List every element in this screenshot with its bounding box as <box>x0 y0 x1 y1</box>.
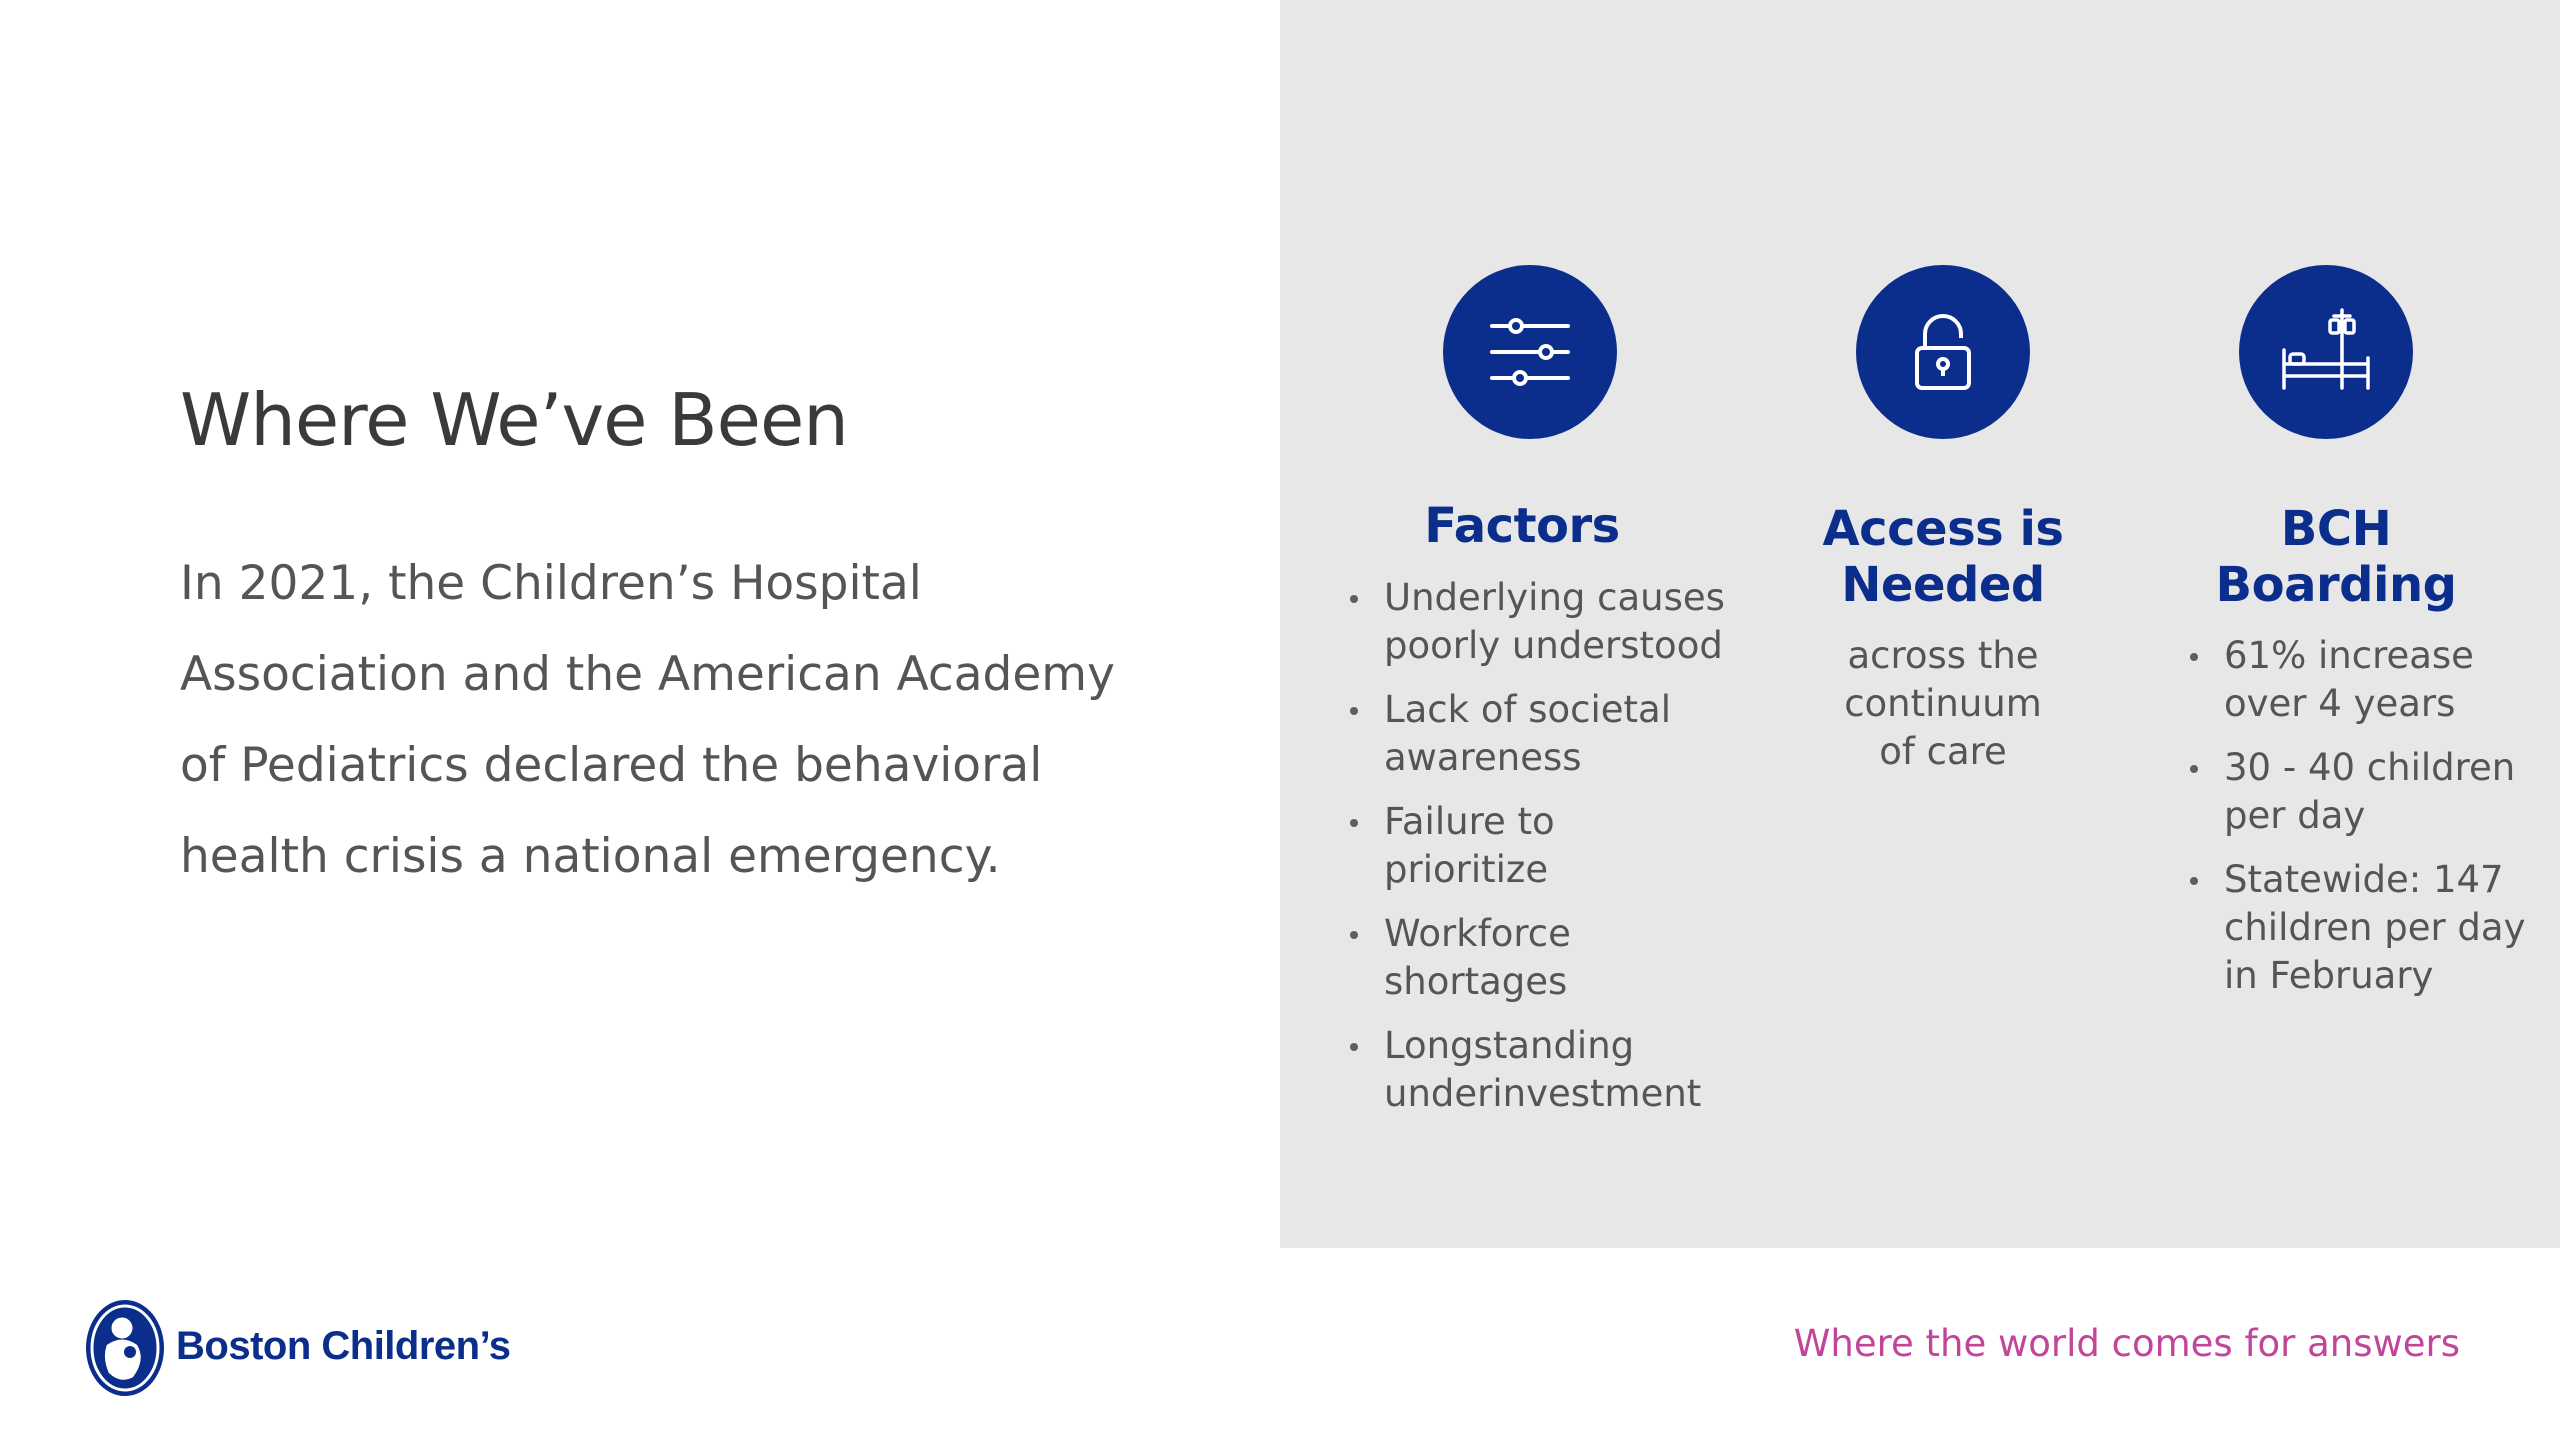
bch-boarding-title <box>2180 501 2492 613</box>
hospital-bed-iv-icon <box>2239 265 2413 439</box>
list-item: Failure to prioritize <box>1348 798 1728 894</box>
list-item: Statewide: 147 children per day in February <box>2188 856 2544 1000</box>
tagline: Where the world comes for answers <box>1793 1322 2460 1365</box>
boarding-title-line: BCH <box>2280 501 2392 557</box>
padlock-icon <box>1856 265 2030 439</box>
mother-child-seal-icon <box>86 1300 164 1396</box>
access-needed-title <box>1790 501 2096 613</box>
factors-list <box>1348 574 1728 1134</box>
boarding-title-line: Boarding <box>2215 557 2457 613</box>
slide-title: Where We’ve Been <box>180 378 848 462</box>
slide-body-text: In 2021, the Children’s Hospital Association and the American Academy of Pediatrics declared the behavioral health crisis a national emergency. <box>180 556 1115 884</box>
access-title-line: Access is <box>1822 501 2064 557</box>
list-item: Underlying causes poorly understood <box>1348 574 1728 670</box>
list-item: 30 - 40 children per day <box>2188 744 2544 840</box>
access-needed-subtitle <box>1790 632 2096 776</box>
subtitle-line: across the <box>1847 634 2039 677</box>
list-item: Longstanding underinvestment <box>1348 1022 1728 1118</box>
list-item: 61% increase over 4 years <box>2188 632 2544 728</box>
logo-text: Boston Children’s <box>176 1324 511 1368</box>
boarding-list <box>2188 632 2544 1016</box>
factors-title: Factors <box>1424 498 1620 554</box>
access-title-line: Needed <box>1841 557 2045 613</box>
list-item: Lack of societal awareness <box>1348 686 1728 782</box>
subtitle-line: continuum <box>1844 682 2042 725</box>
list-item: Workforce shortages <box>1348 910 1728 1006</box>
sliders-icon <box>1443 265 1617 439</box>
subtitle-line: of care <box>1879 730 2007 773</box>
